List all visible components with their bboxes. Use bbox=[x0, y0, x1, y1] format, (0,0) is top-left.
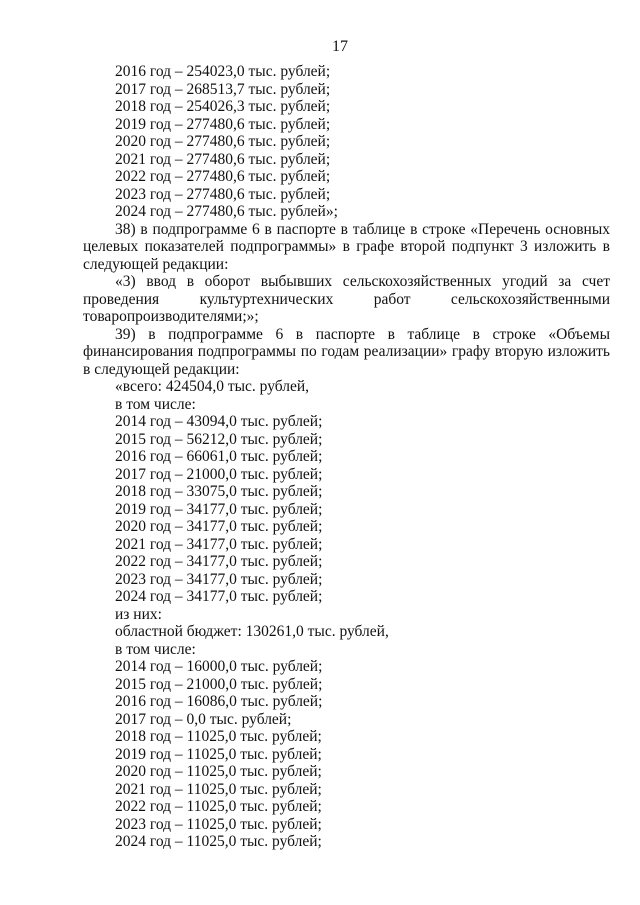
text-line: 2015 год – 56212,0 тыс. рублей; bbox=[115, 430, 323, 448]
text-line: в следующей редакции: bbox=[83, 360, 240, 378]
text-line: целевых показателей подпрограммы» в графе второй подпункт 3 изложить в bbox=[83, 238, 610, 255]
text-line: 38) в подпрограмме 6 в паспорте в таблице в строке «Перечень основных bbox=[115, 220, 610, 238]
text-line: 2015 год – 21000,0 тыс. рублей; bbox=[115, 675, 323, 693]
text-line: областной бюджет: 130261,0 тыс. рублей, bbox=[115, 623, 389, 640]
text-line: в том числе: bbox=[115, 395, 196, 413]
text-line: 2017 год – 268513,7 тыс. рублей; bbox=[115, 80, 331, 98]
text-line: 2016 год – 16086,0 тыс. рублей; bbox=[115, 693, 323, 710]
text-line: 2024 год – 11025,0 тыс. рублей; bbox=[115, 833, 322, 850]
document-body bbox=[83, 63, 610, 851]
text-line: 2014 год – 16000,0 тыс. рублей; bbox=[115, 658, 323, 675]
text-line: 39) в подпрограмме 6 в паспорте в таблице в строке «Объемы bbox=[115, 325, 610, 343]
text-line: «3) ввод в оборот выбывших сельскохозяйственных угодий за счет bbox=[115, 273, 610, 290]
text-line: в том числе: bbox=[115, 640, 196, 658]
text-line: 2021 год – 277480,6 тыс. рублей; bbox=[115, 150, 331, 168]
text-line: 2019 год – 11025,0 тыс. рублей; bbox=[115, 745, 322, 763]
text-line: «всего: 424504,0 тыс. рублей, bbox=[115, 378, 310, 395]
text-line: из них: bbox=[115, 605, 162, 623]
text-line: 2023 год – 277480,6 тыс. рублей; bbox=[115, 185, 331, 203]
text-line: 2021 год – 34177,0 тыс. рублей; bbox=[115, 535, 323, 553]
text-line: 2024 год – 34177,0 тыс. рублей; bbox=[115, 588, 323, 605]
text-line: 2022 год – 11025,0 тыс. рублей; bbox=[115, 798, 322, 815]
text-line: 2024 год – 277480,6 тыс. рублей»; bbox=[115, 203, 338, 220]
text-line: 2017 год – 0,0 тыс. рублей; bbox=[115, 710, 292, 728]
text-line: 2021 год – 11025,0 тыс. рублей; bbox=[115, 780, 322, 798]
text-line: 2016 год – 254023,0 тыс. рублей; bbox=[115, 63, 331, 80]
text-line: следующей редакции: bbox=[83, 255, 229, 273]
text-line: 2020 год – 11025,0 тыс. рублей; bbox=[115, 763, 322, 780]
text-line: 2018 год – 11025,0 тыс. рублей; bbox=[115, 728, 322, 745]
text-line: 2020 год – 277480,6 тыс. рублей; bbox=[115, 133, 331, 150]
page-number: 17 bbox=[332, 38, 348, 55]
text-line: 2022 год – 277480,6 тыс. рублей; bbox=[115, 168, 331, 185]
text-line: 2022 год – 34177,0 тыс. рублей; bbox=[115, 553, 323, 570]
text-line: 2019 год – 277480,6 тыс. рублей; bbox=[115, 115, 331, 133]
text-line: 2016 год – 66061,0 тыс. рублей; bbox=[115, 448, 323, 465]
text-line: 2017 год – 21000,0 тыс. рублей; bbox=[115, 465, 323, 483]
text-line: 2018 год – 254026,3 тыс. рублей; bbox=[115, 98, 331, 115]
text-line: 2020 год – 34177,0 тыс. рублей; bbox=[115, 518, 323, 535]
text-line: товаропроизводителями;»; bbox=[83, 308, 259, 325]
text-line: финансирования подпрограммы по годам реализации» графу вторую изложить bbox=[83, 343, 610, 360]
text-line: 2023 год – 11025,0 тыс. рублей; bbox=[115, 815, 322, 833]
text-line: 2023 год – 34177,0 тыс. рублей; bbox=[115, 570, 323, 588]
text-line: 2018 год – 33075,0 тыс. рублей; bbox=[115, 483, 323, 500]
text-line: проведения культуртехнических работ сельскохозяйственными bbox=[83, 290, 610, 308]
text-line: 2019 год – 34177,0 тыс. рублей; bbox=[115, 500, 323, 518]
text-line: 2014 год – 43094,0 тыс. рублей; bbox=[115, 413, 323, 430]
